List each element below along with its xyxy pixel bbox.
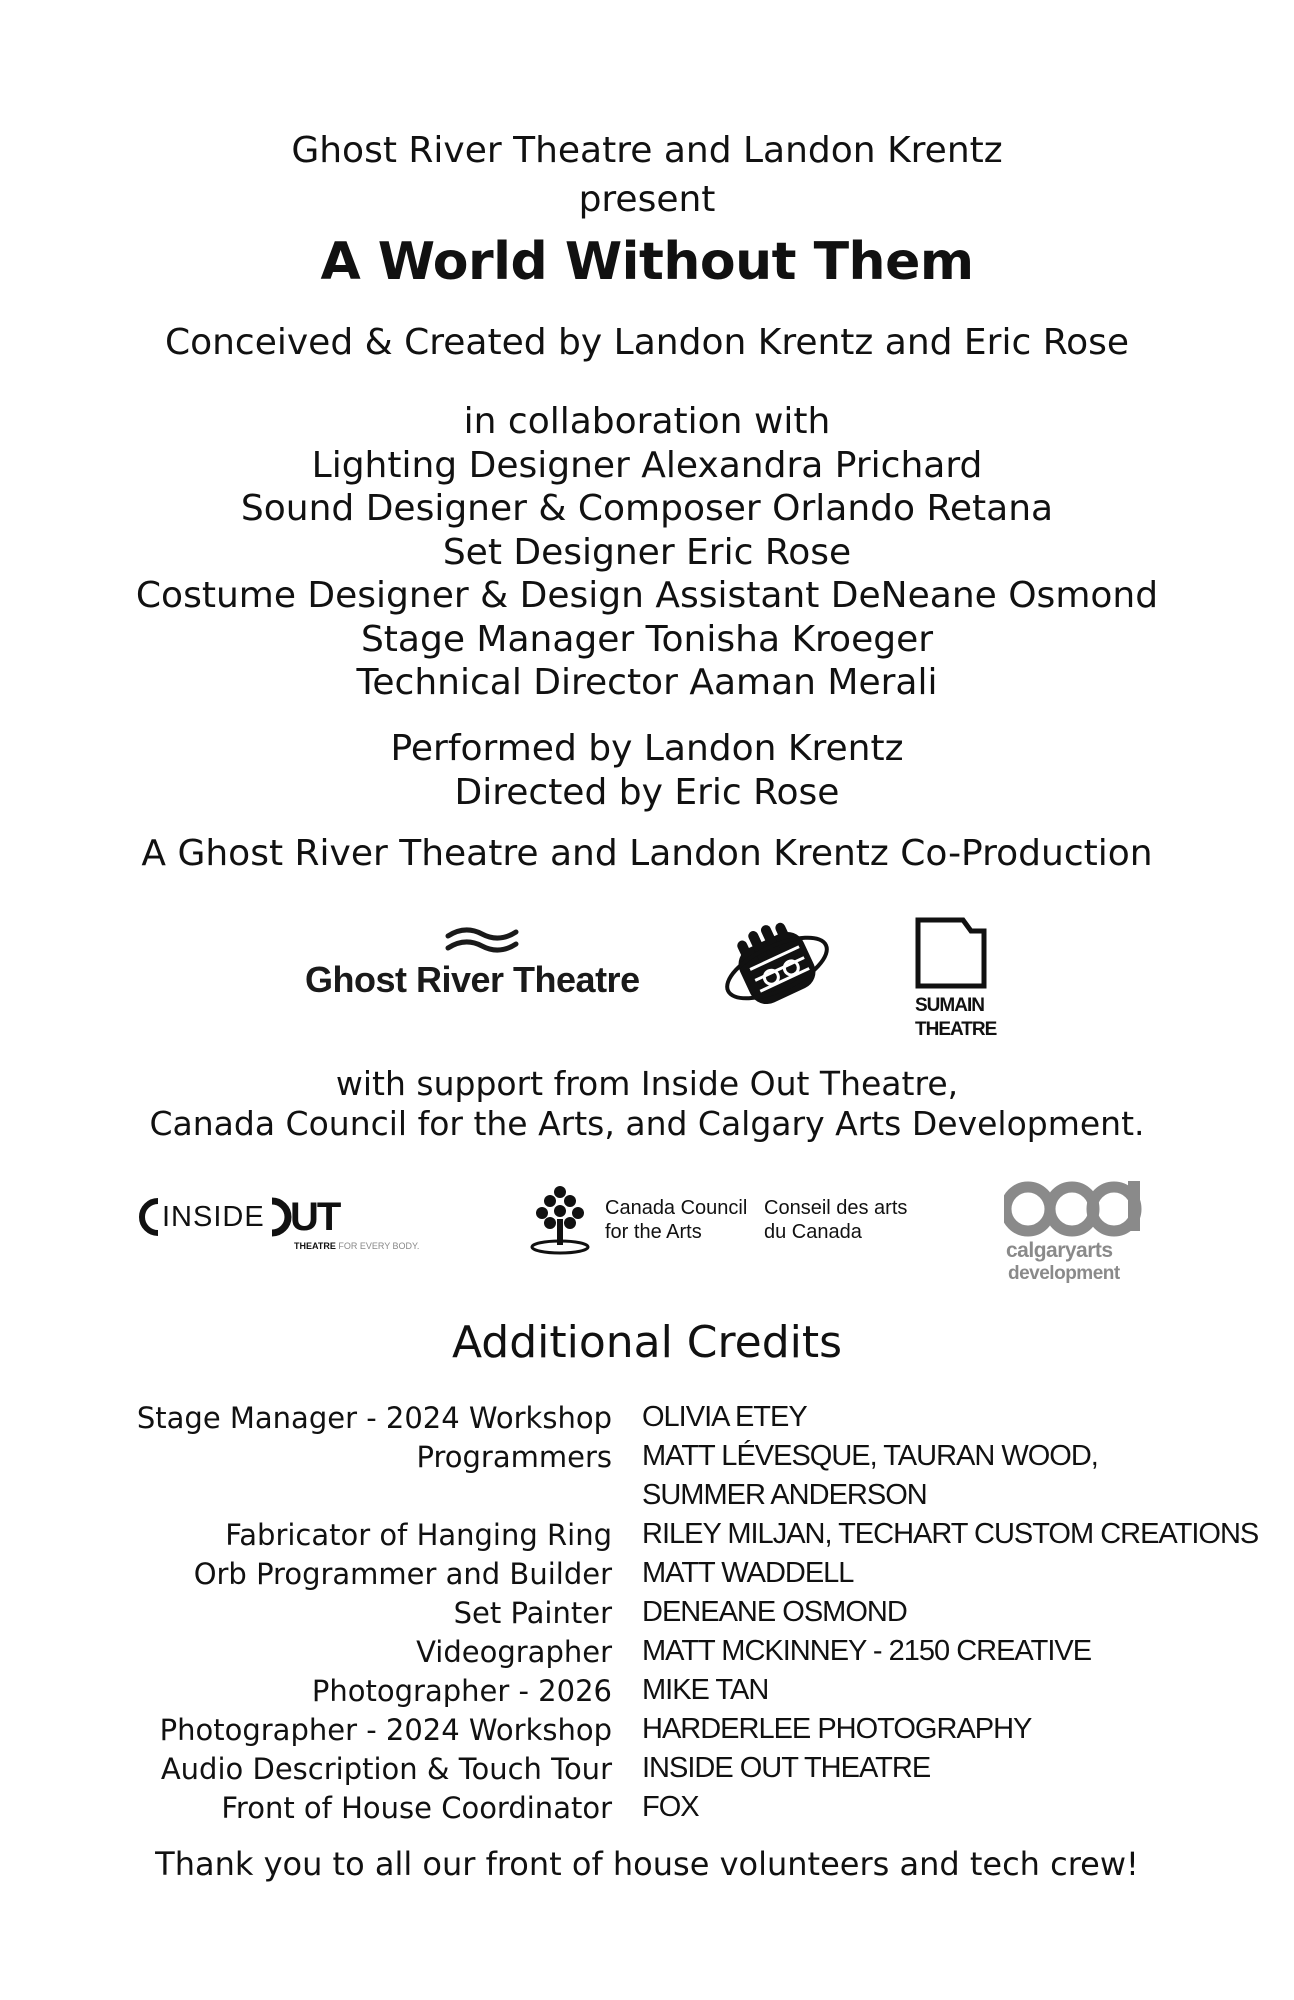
performed-line: Performed by Landon Krentz (390, 728, 904, 769)
credit-name: RILEY MILJAN, TECHART CUSTOM CREATIONS (642, 1518, 1259, 1550)
sumain-line1: SUMAIN (915, 995, 984, 1016)
credit-name: DENEANE OSMOND (642, 1596, 907, 1628)
support-line: Canada Council for the Arts, and Calgary Arts Development. (149, 1104, 1145, 1143)
directed-line: Directed by Eric Rose (454, 771, 840, 813)
cad-line2: development (1008, 1263, 1120, 1284)
credit-row (0, 1557, 1294, 1596)
waves-icon (305, 923, 660, 959)
credit-role: Orb Programmer and Builder (193, 1557, 612, 1591)
ghost-river-theatre-logo (305, 923, 660, 1003)
credit-row (0, 1440, 1294, 1479)
credit-name: MIKE TAN (642, 1674, 769, 1706)
credit-role: Set Painter (453, 1596, 612, 1630)
inside-out-right-arc-icon (270, 1197, 292, 1237)
credit-role: Programmers (416, 1440, 612, 1474)
cc-fr-line1: Conseil des arts (764, 1197, 908, 1219)
cc-fr-line2: du Canada (764, 1221, 862, 1243)
performance-block (0, 727, 1294, 814)
collaboration-intro: in collaboration with (463, 401, 831, 442)
coproduction-line: A Ghost River Theatre and Landon Krentz Co-Production (141, 833, 1153, 874)
thanks-line: Thank you to all our front of house volunteers and tech crew! (155, 1845, 1139, 1883)
show-title: A World Without Them (320, 232, 974, 292)
credit-role: Audio Description & Touch Tour (160, 1752, 612, 1786)
collaboration-block (0, 400, 1294, 705)
grt-wordmark: Ghost River Theatre (305, 959, 640, 1000)
cc-en-line1: Canada Council (605, 1197, 748, 1219)
tagline-rest: FOR EVERY BODY. (338, 1241, 420, 1251)
credit-row (0, 1596, 1294, 1635)
conceived-line: Conceived & Created by Landon Krentz and Eric Rose (164, 322, 1130, 363)
credit-role: Photographer - 2024 Workshop (159, 1713, 612, 1747)
credit-row (0, 1518, 1294, 1557)
inside-out-tagline (294, 1241, 419, 1251)
canada-council-logo (528, 1183, 913, 1255)
cad-circles-icon (1004, 1181, 1144, 1237)
credit-name: MATT WADDELL (642, 1557, 854, 1589)
out-text: UT (290, 1195, 340, 1239)
hands-icon (720, 918, 835, 1018)
credit-role: Front of House Coordinator (221, 1791, 612, 1825)
collaborator-line: Costume Designer & Design Assistant DeNeane Osmond (135, 575, 1159, 616)
sumain-square-icon (915, 917, 987, 989)
collaborator-line: Technical Director Aaman Merali (356, 662, 938, 703)
credit-role: Videographer (416, 1635, 612, 1669)
credit-role: Stage Manager - 2024 Workshop (136, 1401, 612, 1435)
calgary-arts-development-logo (1004, 1181, 1144, 1291)
cad-line1: calgaryarts (1006, 1239, 1113, 1262)
credit-role: Photographer - 2026 (311, 1674, 612, 1708)
credit-row (0, 1635, 1294, 1674)
credit-row (0, 1713, 1294, 1752)
inside-out-left-arc-icon (138, 1197, 160, 1237)
credit-row (0, 1791, 1294, 1830)
sumain-line2: THEATRE (915, 1019, 997, 1040)
credit-row (0, 1674, 1294, 1713)
additional-credits-heading: Additional Credits (451, 1317, 843, 1368)
present-line: present (578, 179, 716, 220)
credit-name: OLIVIA ETEY (642, 1401, 807, 1433)
cc-en-line2: for the Arts (605, 1221, 702, 1243)
credit-name: MATT MCKINNEY - 2150 CREATIVE (642, 1635, 1092, 1667)
presenters-block (0, 126, 1294, 224)
sumain-theatre-logo (913, 917, 997, 1042)
tree-icon (528, 1183, 592, 1255)
collaborator-line: Set Designer Eric Rose (442, 531, 852, 573)
credit-name: MATT LÉVESQUE, TAURAN WOOD, (642, 1440, 1098, 1472)
credit-row (0, 1752, 1294, 1791)
inside-text: INSIDE (162, 1201, 265, 1233)
presenters-line: Ghost River Theatre and Landon Krentz (291, 130, 1003, 171)
credit-name: FOX (642, 1791, 699, 1823)
support-line: with support from Inside Out Theatre, (335, 1064, 959, 1103)
tagline-bold: THEATRE (294, 1241, 336, 1251)
credit-row (0, 1479, 1294, 1518)
credit-name: INSIDE OUT THEATRE (642, 1752, 931, 1784)
credit-row (0, 1401, 1294, 1440)
hands-logo (720, 918, 835, 1018)
credit-name: SUMMER ANDERSON (642, 1479, 927, 1511)
inside-out-theatre-logo (138, 1195, 448, 1255)
collaborator-line: Stage Manager Tonisha Kroeger (360, 618, 934, 660)
collaborator-line: Lighting Designer Alexandra Prichard (311, 444, 983, 486)
credit-name: HARDERLEE PHOTOGRAPHY (642, 1713, 1032, 1745)
support-block (0, 1064, 1294, 1144)
collaborator-line: Sound Designer & Composer Orlando Retana (240, 488, 1054, 529)
credit-role: Fabricator of Hanging Ring (225, 1518, 612, 1552)
